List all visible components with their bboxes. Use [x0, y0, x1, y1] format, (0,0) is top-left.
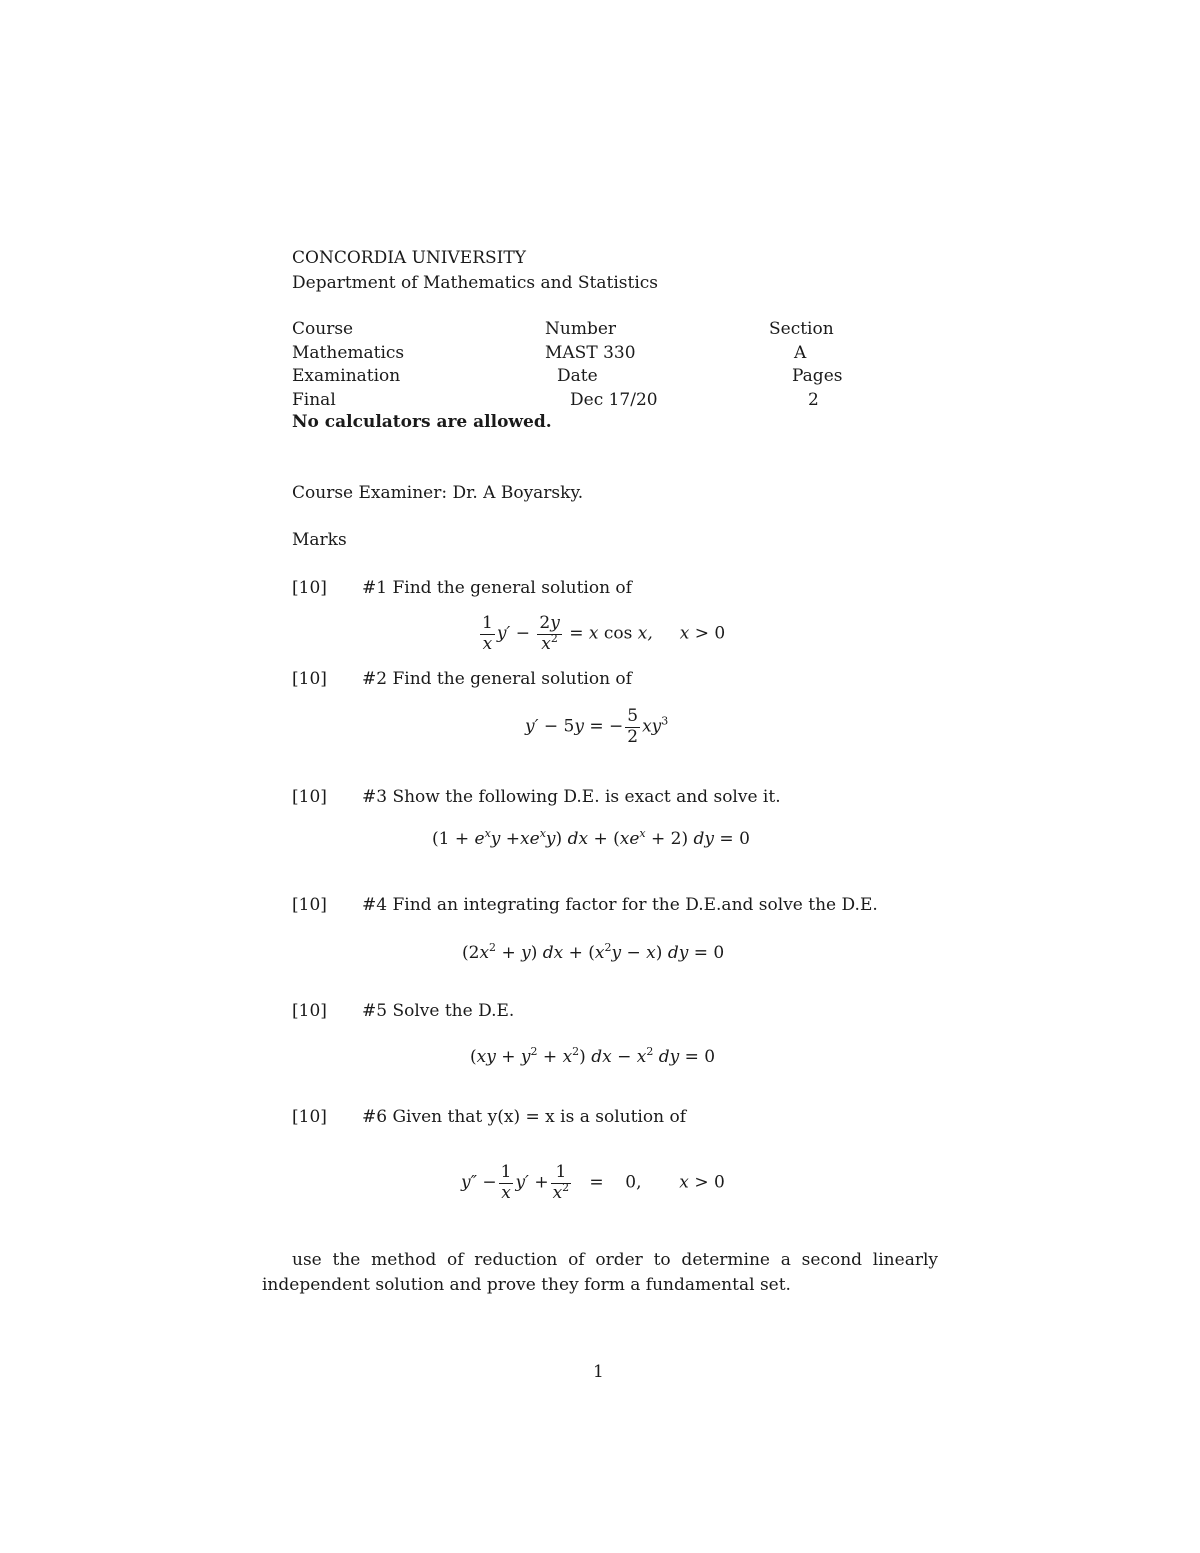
question-marks: [10] — [292, 669, 327, 689]
question-text: #6 Given that y(x) = x is a solution of — [362, 1107, 686, 1127]
question-text: #4 Find an integrating factor for the D.E.and solve the D.E. — [362, 895, 878, 915]
page-number: 1 — [593, 1362, 604, 1382]
table-cell: MAST 330 — [545, 343, 636, 363]
table-cell: Mathematics — [292, 343, 405, 363]
question-marks: [10] — [292, 578, 327, 598]
closing-paragraph: use the method of reduction of order to determine a second linearly independent solution and prove they form a fundamental set. — [262, 1250, 938, 1295]
table-cell: Pages — [792, 366, 843, 386]
department-name: Department of Mathematics and Statistics — [292, 273, 659, 293]
equation-6: y″ − $\frac{1}{x}$ y′ + $\frac{1}{x^2}$ = 0, x > 0 — [461, 1162, 725, 1203]
equation-4: $(2x^2 + y)$ dx + $(x^2y - x)$ dy = 0 — [462, 941, 725, 963]
question-text: #3 Show the following D.E. is exact and solve it. — [362, 787, 781, 807]
question-marks: [10] — [292, 1001, 327, 1021]
table-cell: Final — [292, 390, 336, 410]
question-marks: [10] — [292, 895, 327, 915]
question-marks: [10] — [292, 1107, 327, 1127]
equation-1: $\frac{1}{x}$ y′ − $\frac{2y}{x^2}$ = x cos x, x > 0 — [482, 613, 726, 654]
table-cell: Date — [557, 366, 598, 386]
table-cell: Examination — [292, 366, 401, 386]
course-examiner: Course Examiner: Dr. A Boyarsky. — [292, 483, 584, 503]
table-cell: 2 — [808, 390, 819, 410]
university-name: CONCORDIA UNIVERSITY — [292, 248, 526, 268]
table-cell: Dec 17/20 — [570, 390, 658, 410]
equation-3: $(1 + e^xy +xe^xy)$ dx + $(xe^x + 2)$ dy = 0 — [432, 827, 750, 849]
table-cell: A — [794, 343, 807, 363]
question-text: #1 Find the general solution of — [362, 578, 632, 598]
marks-label: Marks — [292, 530, 347, 550]
equation-5: $(xy + y^2 + x^2)$ dx − $x^2$ dy = 0 — [470, 1045, 716, 1067]
table-cell: Course — [292, 319, 354, 339]
question-text: #5 Solve the D.E. — [362, 1001, 515, 1021]
question-text: #2 Find the general solution of — [362, 669, 632, 689]
table-cell: Number — [545, 319, 617, 339]
question-marks: [10] — [292, 787, 327, 807]
calculator-notice: No calculators are allowed. — [292, 412, 552, 432]
equation-2: y′ − 5y = − $\frac{5}{2}$ $xy^3$ — [525, 706, 669, 747]
table-cell: Section — [769, 319, 834, 339]
